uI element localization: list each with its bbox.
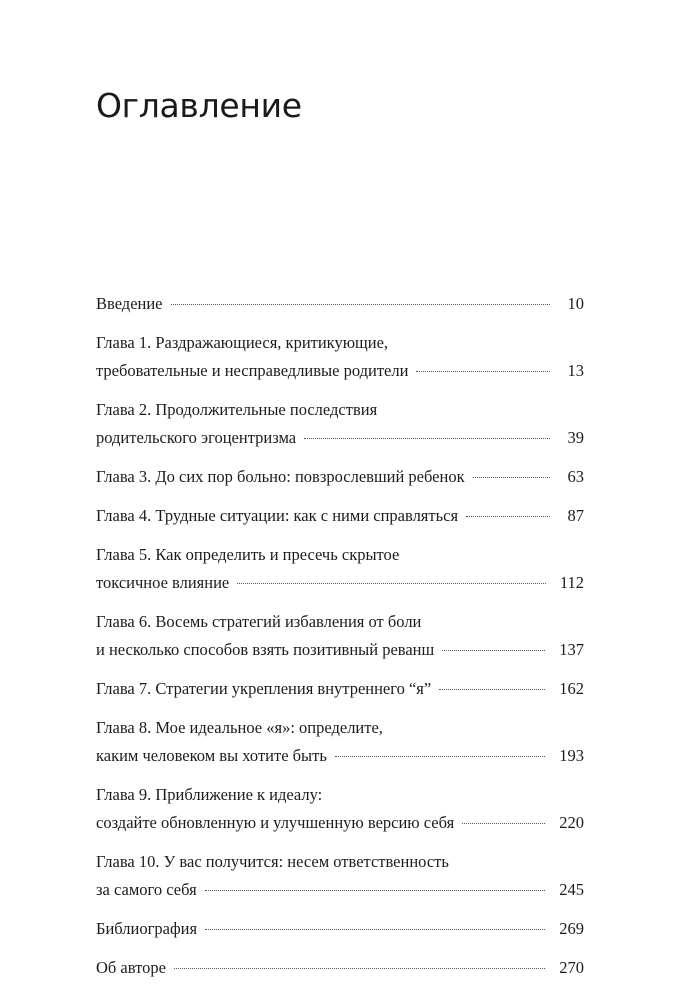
toc-page-number: 193 bbox=[559, 746, 584, 765]
toc-page-number: 162 bbox=[559, 679, 584, 698]
dot-leader bbox=[205, 929, 545, 930]
toc-entry[interactable] bbox=[96, 329, 584, 385]
toc-page-number: 270 bbox=[559, 958, 584, 977]
toc-entry-line-last bbox=[96, 809, 584, 837]
toc-entry-text: Глава 7. Стратегии укрепления внутреннего “я” bbox=[96, 679, 432, 698]
toc-entry-text: Глава 10. У вас получится: несем ответственность bbox=[96, 852, 449, 871]
toc-entry-text: Глава 5. Как определить и пресечь скрытое bbox=[96, 545, 400, 564]
toc-entry[interactable] bbox=[96, 675, 584, 703]
page-title: Оглавление bbox=[96, 86, 302, 125]
toc-entry[interactable] bbox=[96, 290, 584, 318]
toc-entry-line-last bbox=[96, 290, 584, 318]
toc-entry[interactable] bbox=[96, 714, 584, 770]
dot-leader bbox=[473, 477, 550, 478]
toc-entry-text: требовательные и несправедливые родители bbox=[96, 361, 409, 380]
toc-entry[interactable] bbox=[96, 915, 584, 943]
toc-entry-text: Глава 6. Восемь стратегий избавления от боли bbox=[96, 612, 422, 631]
toc-entry-line-last bbox=[96, 569, 584, 597]
toc-entry-line-last bbox=[96, 954, 584, 982]
toc-page-number: 13 bbox=[567, 361, 584, 380]
toc-entry-line bbox=[96, 541, 584, 569]
toc-entry-line-last bbox=[96, 357, 584, 385]
toc-entry[interactable] bbox=[96, 608, 584, 664]
dot-leader bbox=[439, 689, 545, 690]
table-of-contents bbox=[96, 290, 584, 993]
toc-entry-line-last bbox=[96, 742, 584, 770]
toc-entry-text: Глава 2. Продолжительные последствия bbox=[96, 400, 378, 419]
dot-leader bbox=[174, 968, 545, 969]
toc-entry-text: Введение bbox=[96, 294, 163, 313]
dot-leader bbox=[416, 371, 550, 372]
dot-leader bbox=[462, 823, 545, 824]
toc-entry-text: Глава 8. Мое идеальное «я»: определите, bbox=[96, 718, 383, 737]
toc-entry-text: Библиография bbox=[96, 919, 198, 938]
toc-entry-line bbox=[96, 608, 584, 636]
toc-entry-text: каким человеком вы хотите быть bbox=[96, 746, 327, 765]
toc-entry[interactable] bbox=[96, 781, 584, 837]
toc-page-number: 220 bbox=[559, 813, 584, 832]
toc-entry-text: родительского эгоцентризма bbox=[96, 428, 297, 447]
toc-entry-text: и несколько способов взять позитивный реванш bbox=[96, 640, 435, 659]
toc-entry-line bbox=[96, 396, 584, 424]
toc-page-number: 10 bbox=[567, 294, 584, 313]
toc-entry-text: Глава 4. Трудные ситуации: как с ними справляться bbox=[96, 506, 459, 525]
toc-page-number: 137 bbox=[559, 640, 584, 659]
toc-entry-line bbox=[96, 781, 584, 809]
toc-page-number: 87 bbox=[567, 506, 584, 525]
toc-page-number: 63 bbox=[567, 467, 584, 486]
dot-leader bbox=[304, 438, 550, 439]
toc-entry-text: Глава 9. Приближение к идеалу: bbox=[96, 785, 323, 804]
dot-leader bbox=[171, 304, 550, 305]
toc-entry-line-last bbox=[96, 502, 584, 530]
dot-leader bbox=[237, 583, 546, 584]
toc-entry-line-last bbox=[96, 463, 584, 491]
toc-entry-line bbox=[96, 848, 584, 876]
dot-leader bbox=[466, 516, 550, 517]
toc-entry-line bbox=[96, 329, 584, 357]
toc-entry[interactable] bbox=[96, 848, 584, 904]
toc-page-number: 39 bbox=[567, 428, 584, 447]
toc-entry[interactable] bbox=[96, 463, 584, 491]
toc-entry-text: токсичное влияние bbox=[96, 573, 230, 592]
toc-entry[interactable] bbox=[96, 541, 584, 597]
toc-entry[interactable] bbox=[96, 396, 584, 452]
dot-leader bbox=[442, 650, 545, 651]
toc-page-number: 269 bbox=[559, 919, 584, 938]
toc-entry-line-last bbox=[96, 424, 584, 452]
toc-page-number: 112 bbox=[559, 573, 584, 592]
toc-page-number: 245 bbox=[559, 880, 584, 899]
dot-leader bbox=[335, 756, 545, 757]
toc-entry[interactable] bbox=[96, 502, 584, 530]
toc-entry-line-last bbox=[96, 675, 584, 703]
toc-entry-text: Глава 1. Раздражающиеся, критикующие, bbox=[96, 333, 389, 352]
toc-entry-line-last bbox=[96, 915, 584, 943]
toc-entry-text: за самого себя bbox=[96, 880, 197, 899]
dot-leader bbox=[205, 890, 546, 891]
toc-entry-text: Глава 3. До сих пор больно: повзрослевший ребенок bbox=[96, 467, 465, 486]
toc-entry-line bbox=[96, 714, 584, 742]
toc-entry-text: Об авторе bbox=[96, 958, 166, 977]
toc-entry-line-last bbox=[96, 876, 584, 904]
toc-entry-line-last bbox=[96, 636, 584, 664]
toc-entry-text: создайте обновленную и улучшенную версию себя bbox=[96, 813, 455, 832]
toc-entry[interactable] bbox=[96, 954, 584, 982]
